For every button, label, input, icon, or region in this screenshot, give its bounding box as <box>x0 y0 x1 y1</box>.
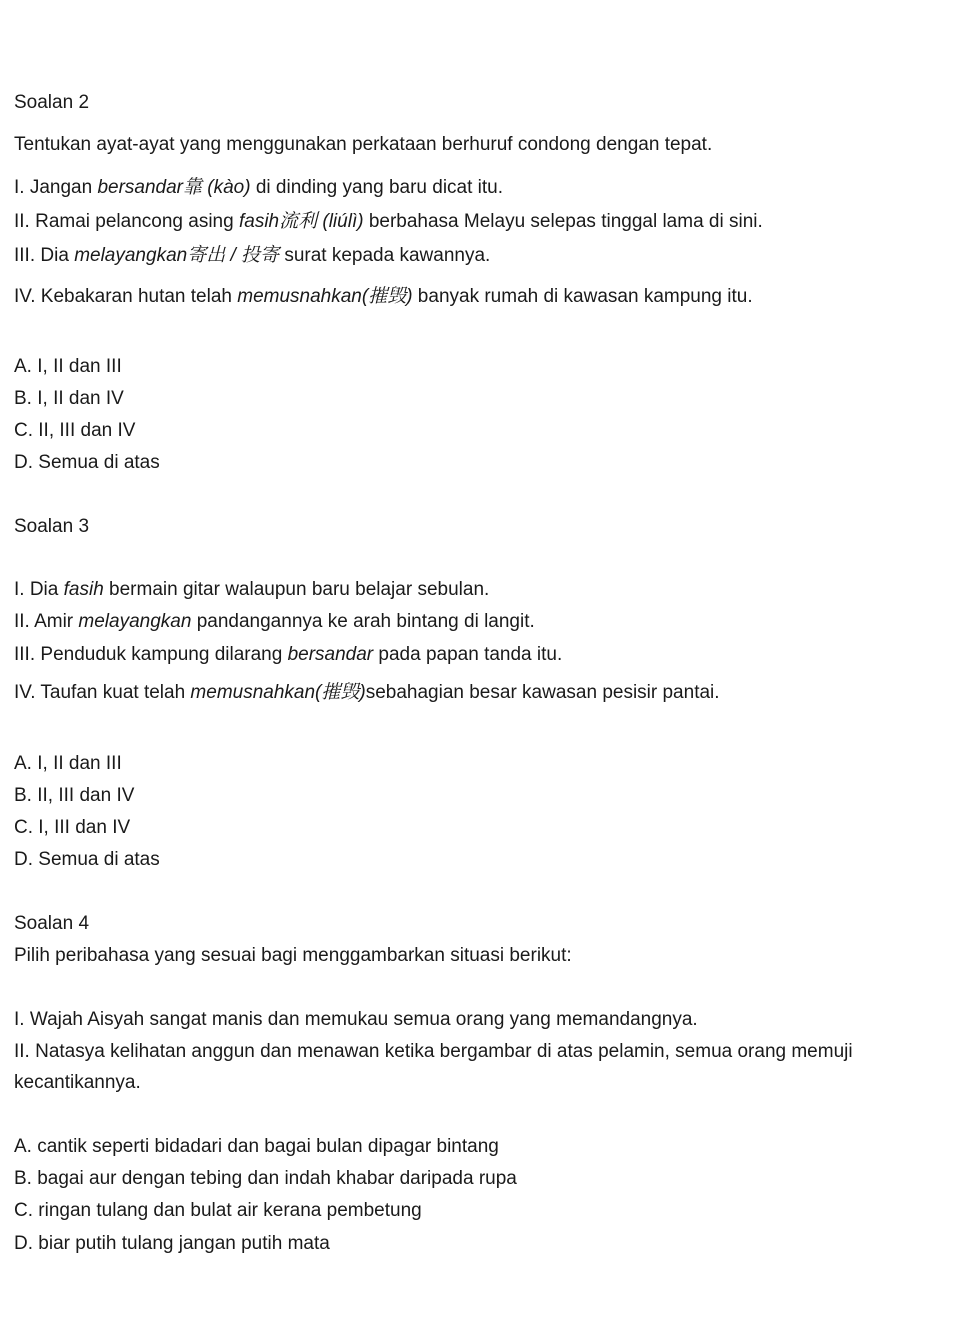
q4-instruction: Pilih peribahasa yang sesuai bagi menggambarkan situasi berikut: <box>14 945 572 966</box>
q2-statement-3 <box>14 244 490 268</box>
q3-title: Soalan 3 <box>14 516 90 537</box>
q3-option-c: C. I, III dan IV <box>14 817 131 838</box>
q2-statement-1 <box>14 176 503 200</box>
statement-text: IV. Kebakaran hutan telah <box>14 286 238 307</box>
statement-text: I. Dia <box>14 579 64 600</box>
q4-option-a: A. cantik seperti bidadari dan bagai bulan dipagar bintang <box>14 1136 499 1157</box>
q2-option-c: C. II, III dan IV <box>14 420 136 441</box>
statement-text: sebahagian besar kawasan pesisir pantai. <box>365 682 720 703</box>
q4-option-d: D. biar putih tulang jangan putih mata <box>14 1233 330 1254</box>
q2-option-b: B. I, II dan IV <box>14 388 124 409</box>
italic-word: fasih流利 (liúlì) <box>238 211 364 232</box>
q4-title: Soalan 4 <box>14 913 90 934</box>
q3-option-a: A. I, II dan III <box>14 753 122 774</box>
q2-statement-4 <box>14 285 753 309</box>
italic-word: bersandar靠 (kào) <box>97 177 251 198</box>
q4-option-c: C. ringan tulang dan bulat air kerana pembetung <box>14 1200 422 1221</box>
statement-text: pandangannya ke arah bintang di langit. <box>191 611 535 632</box>
statement-text: surat kepada kawannya. <box>279 245 491 266</box>
q4-statement-1: I. Wajah Aisyah sangat manis dan memukau semua orang yang memandangnya. <box>14 1009 698 1030</box>
q2-statement-2 <box>14 210 763 234</box>
italic-word: melayangkan寄出 / 投寄 <box>74 245 280 266</box>
q2-title: Soalan 2 <box>14 92 90 113</box>
italic-word: memusnahkan(摧毁) <box>237 286 413 307</box>
q4-statement-2-cont: kecantikannya. <box>14 1072 141 1093</box>
statement-text: berbahasa Melayu selepas tinggal lama di sini. <box>363 211 763 232</box>
statement-text: III. Dia <box>14 245 75 266</box>
italic-word: fasih <box>63 579 104 600</box>
q2-instruction: Tentukan ayat-ayat yang menggunakan perkataan berhuruf condong dengan tepat. <box>14 134 713 155</box>
q3-option-d: D. Semua di atas <box>14 849 160 870</box>
statement-text: bermain gitar walaupun baru belajar sebulan. <box>103 579 490 600</box>
statement-text: banyak rumah di kawasan kampung itu. <box>412 286 753 307</box>
q2-option-a: A. I, II dan III <box>14 356 122 377</box>
q3-statement-4 <box>14 681 720 705</box>
q4-option-b: B. bagai aur dengan tebing dan indah khabar daripada rupa <box>14 1168 517 1189</box>
statement-text: II. Amir <box>14 611 79 632</box>
statement-text: pada papan tanda itu. <box>373 644 563 665</box>
q3-option-b: B. II, III dan IV <box>14 785 135 806</box>
statement-text: IV. Taufan kuat telah <box>14 682 191 703</box>
italic-word: melayangkan <box>78 611 192 632</box>
statement-text: I. Jangan <box>14 177 98 198</box>
statement-text: di dinding yang baru dicat itu. <box>250 177 504 198</box>
statement-text: II. Ramai pelancong asing <box>14 211 239 232</box>
q2-option-d: D. Semua di atas <box>14 452 160 473</box>
q3-statement-3 <box>14 643 562 667</box>
q4-statement-2: II. Natasya kelihatan anggun dan menawan ketika bergambar di atas pelamin, semua orang memuji <box>14 1041 853 1062</box>
q3-statement-2 <box>14 610 535 634</box>
italic-word: bersandar <box>287 644 374 665</box>
italic-word: memusnahkan(摧毁) <box>190 682 366 703</box>
statement-text: III. Penduduk kampung dilarang <box>14 644 288 665</box>
q3-statement-1 <box>14 578 489 602</box>
